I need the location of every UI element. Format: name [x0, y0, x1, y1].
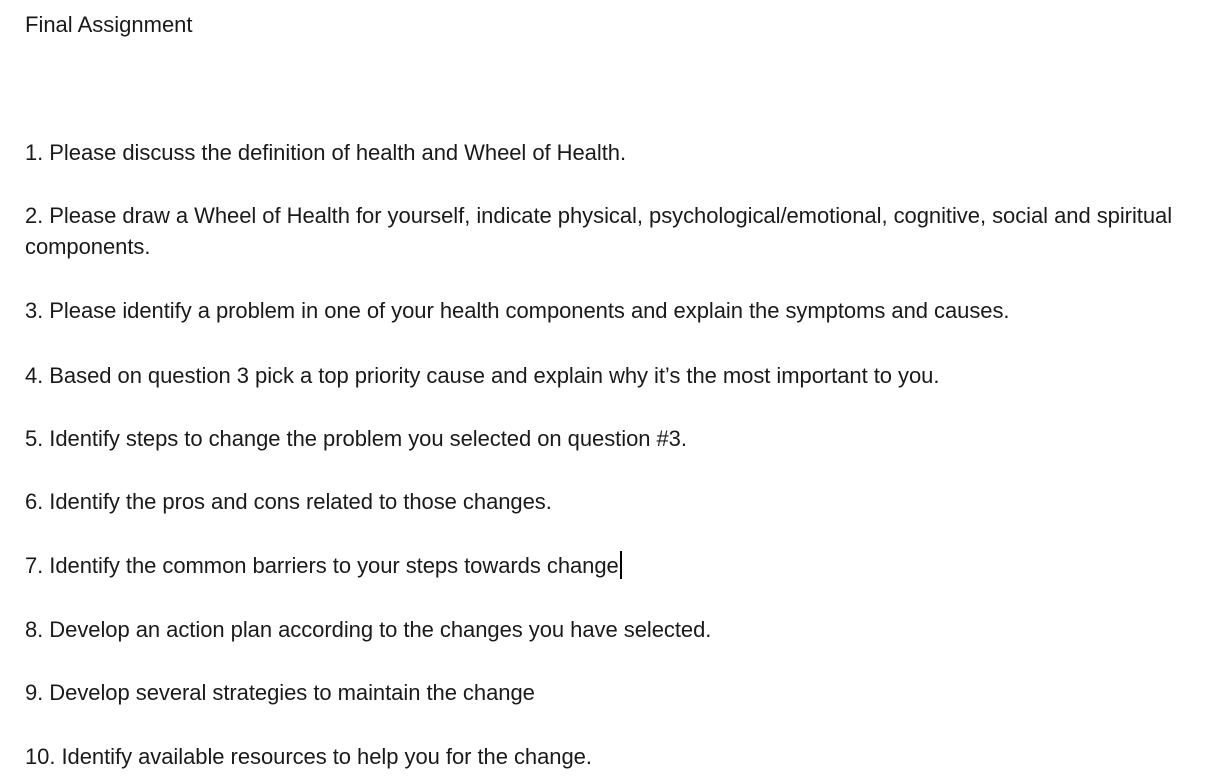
question-2[interactable] — [25, 200, 1200, 262]
question-10-text: 10. Identify available resources to help you for the change. — [25, 744, 592, 769]
question-10[interactable] — [25, 741, 1200, 772]
question-3-text: 3. Please identify a problem in one of your health components and explain the symptoms and causes. — [25, 298, 1010, 323]
question-2-text: 2. Please draw a Wheel of Health for yourself, indicate physical, psychological/emotional, cognitive, social and spiritual components. — [25, 203, 1173, 259]
question-9[interactable] — [25, 677, 1200, 708]
text-cursor — [620, 551, 622, 579]
question-9-text: 9. Develop several strategies to maintain the change — [25, 680, 535, 705]
question-8-text: 8. Develop an action plan according to the changes you have selected. — [25, 617, 712, 642]
question-3[interactable] — [25, 295, 1200, 326]
question-5-text: 5. Identify steps to change the problem you selected on question #3. — [25, 426, 687, 451]
question-8[interactable] — [25, 614, 1200, 645]
question-4[interactable] — [25, 360, 1200, 391]
question-1-text: 1. Please discuss the definition of health and Wheel of Health. — [25, 140, 627, 165]
question-1[interactable] — [25, 137, 1200, 168]
document-body[interactable] — [25, 0, 1200, 784]
question-7-text: 7. Identify the common barriers to your steps towards change — [25, 553, 619, 578]
question-4-text: 4. Based on question 3 pick a top priority cause and explain why it’s the most important to you. — [25, 363, 940, 388]
document-title: Final Assignment — [25, 12, 193, 37]
question-7[interactable] — [25, 550, 1200, 581]
question-6-text: 6. Identify the pros and cons related to those changes. — [25, 489, 552, 514]
question-5[interactable] — [25, 423, 1200, 454]
question-6[interactable] — [25, 486, 1200, 517]
